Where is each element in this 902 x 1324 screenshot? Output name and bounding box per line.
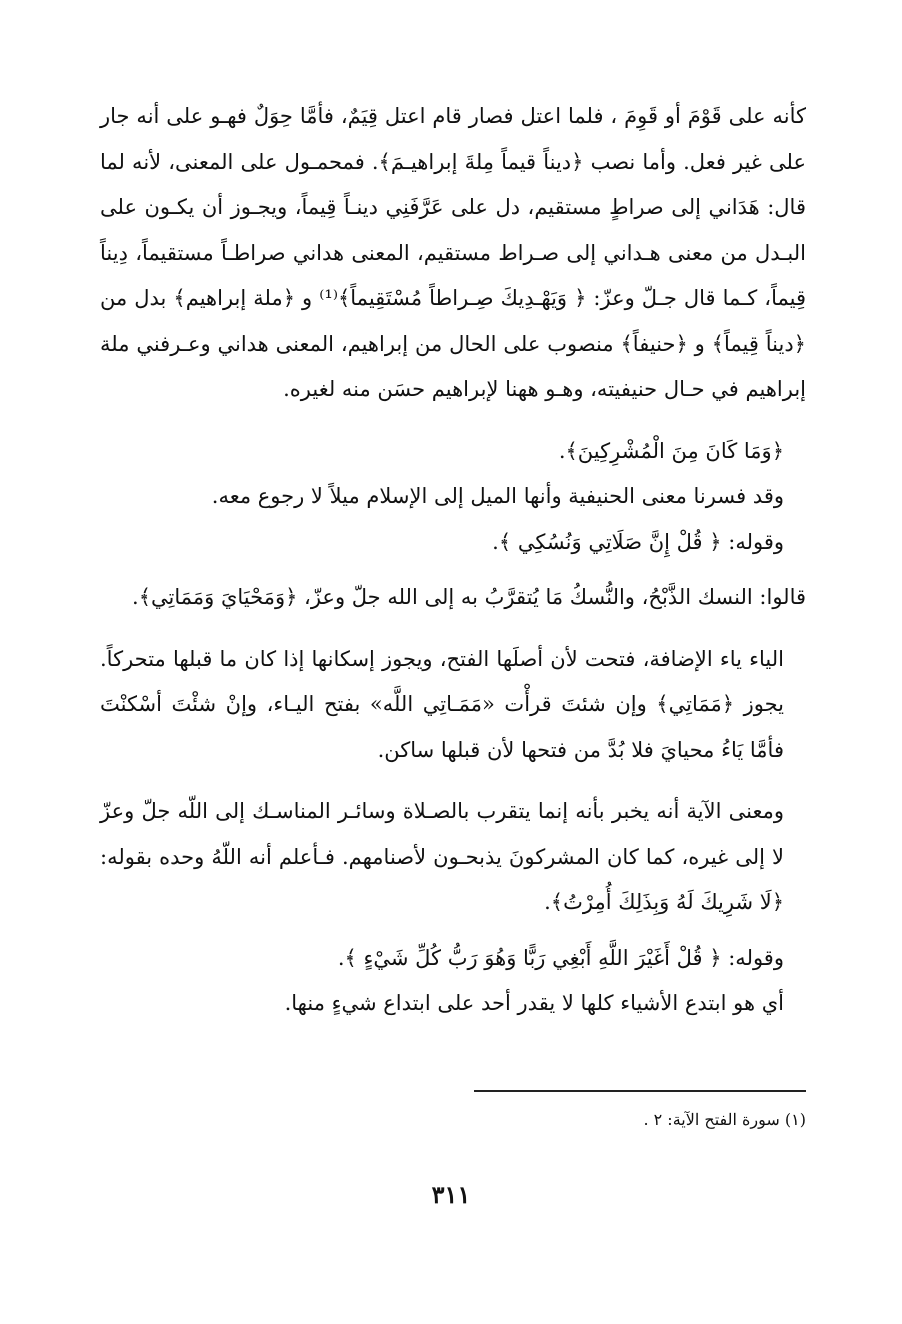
quranic-verse-2: وقوله: ﴿ قُلْ إِنَّ صَلَاتِي وَنُسُكِي ﴾. <box>492 529 784 554</box>
page-number: ٣١١ <box>431 1180 471 1209</box>
paragraph-4: الياء ياء الإضافة، فتحت لأن أصلَها الفتح، ويجوز إسكانها إذا كان ما قبلها متحركاً. يجوز ﴿مَمَاتِي﴾ وإن شئتَ قرأْت «مَمَـاتِي اللَّه» بفتح اليـاء، وإنْ شئْتَ أسْكنْتَ فأمَّا يَاءُ محيايَ فلا بُدَّ من فتحها لأن قبلها ساكن. <box>100 646 784 762</box>
footnote: (١) سورة الفتح الآية: ٢ . <box>643 1110 806 1129</box>
paragraph-2: وقد فسرنا معنى الحنيفية وأنها الميل إلى الإسلام ميلاً لا رجوع معه. <box>211 484 784 508</box>
paragraph-3: قالوا: النسك الذَّبْحُ، والنُّسكُ مَا يُتقرَّبُ به إلى الله جلّ وعزّ، ﴿وَمَحْيَايَ وَمَمَاتِي﴾. <box>132 585 806 609</box>
main-text <box>100 94 806 1027</box>
paragraph-1: كأنه على قَوْمَ أو قَوِمَ ، فلما اعتل فصار قام اعتل قِيَمٌ، فأمَّا حِوَلٌ فهـو على أنه جار على غير فعل. وأما نصب ﴿ديناً قيماً مِلةَ إبراهيـمَ﴾. فمحمـول على المعنى، لأنه لما قال: هَدَاني إلى صراطٍ مستقيم، دل على عَرَّفَنِي دينـاً قِيماً، ويجـوز أن يكـون على البـدل من معنى هـداني إلى صـراط مستقيم، المعنى هداني صراطـاً مستقيماً، دِيناً قِيماً، كـما قال جـلّ وعزّ: ﴿ وَيَهْـدِيكَ صِـراطاً مُسْتَقِيماً﴾⁽¹⁾ و ﴿ملة إبراهيم﴾ بدل من ﴿ديناً قِيماً﴾ و ﴿حنيفاً﴾ منصوب على الحال من إبراهيم، المعنى هداني وعـرفني ملة إبراهيم في حـال حنيفيته، وهـو ههنا لإبراهيم حسَن منه لغيره. <box>100 104 807 401</box>
quranic-verse-3: وقوله: ﴿ قُلْ أَغَيْرَ اللَّهِ أَبْغِي رَبًّا وَهُوَ رَبُّ كُلِّ شَيْءٍ ﴾. <box>337 945 784 970</box>
paragraph-6: أي هو ابتدع الأشياء كلها لا يقدر أحد على ابتداع شيءٍ منها. <box>284 991 784 1015</box>
footnote-divider <box>474 1090 806 1092</box>
quranic-verse-1: ﴿وَمَا كَانَ مِنَ الْمُشْرِكِينَ﴾. <box>558 438 784 463</box>
paragraph-5: ومعنى الآية أنه يخبر بأنه إنما يتقرب بالصـلاة وسائـر المناسـك إلى اللّه جلّ وعزّ لا إلى غيره، كما كان المشركونَ يذبحـون لأصنامهم. فـأعلم أنه اللّهُ وحده بقوله: ﴿لَا شَرِيكَ لَهُ وَبِذَلِكَ أُمِرْتُ﴾. <box>100 799 784 914</box>
